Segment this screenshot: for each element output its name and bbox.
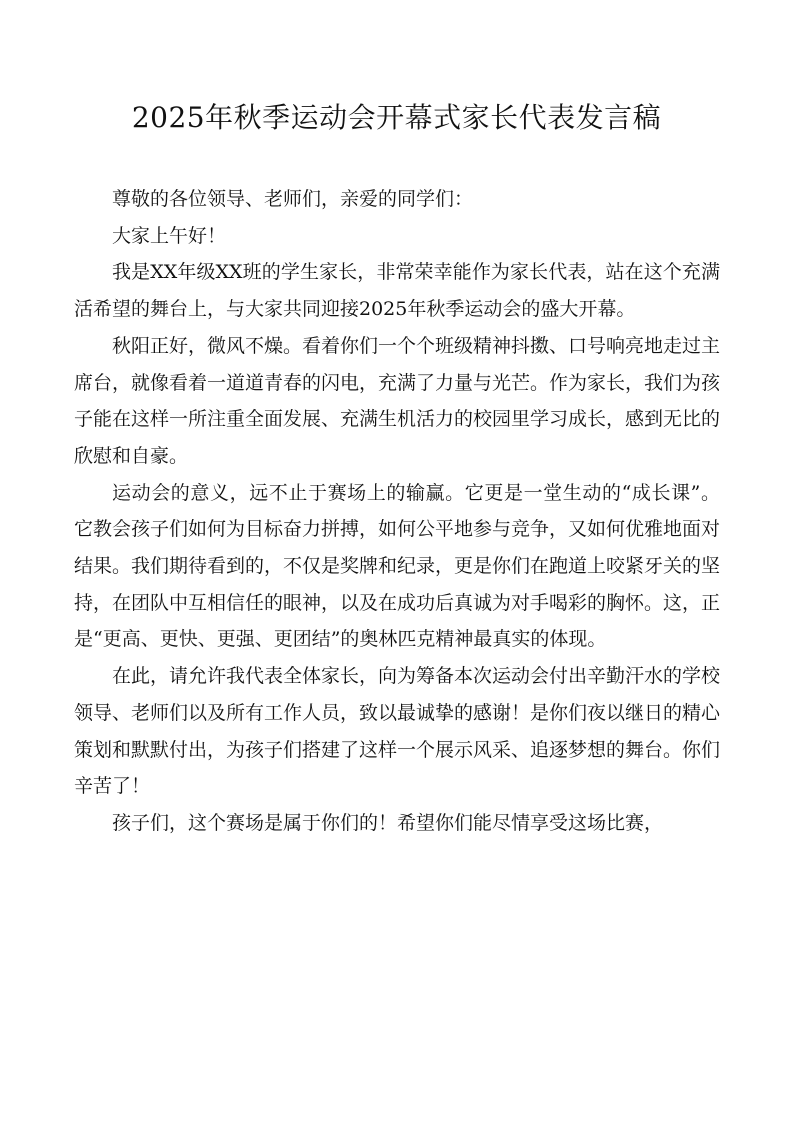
document-title: 2025年秋季运动会开幕式家长代表发言稿 bbox=[131, 101, 662, 134]
gratitude-paragraph: 在此，请允许我代表全体家长，向为筹备本次运动会付出辛勤汗水的学校领导、老师们以及所有工作人员，致以最诚挚的感谢！是你们夜以继日的精心策划和默默付出，为孩子们搭建了这样一个展示风采、追逐梦想的舞台。你们辛苦了！ bbox=[74, 665, 721, 798]
opening-scene-paragraph: 秋阳正好，微风不燥。看着你们一个个班级精神抖擞、口号响亮地走过主席台，就像看着一道道青春的闪电，充满了力量与光芒。作为家长，我们为孩子能在这样一所注重全面发展、充满生机活力的校园里学习成长，感到无比的欣慰和自豪。 bbox=[74, 334, 721, 467]
document-body bbox=[74, 181, 720, 842]
salutation-paragraph: 尊敬的各位领导、老师们，亲爱的同学们： bbox=[112, 188, 474, 210]
greeting-paragraph: 大家上午好！ bbox=[112, 224, 227, 247]
introduction-paragraph: 我是XX年级XX班的学生家长，非常荣幸能作为家长代表，站在这个充满活希望的舞台上，与大家共同迎接2025年秋季运动会的盛大开幕。 bbox=[74, 261, 720, 321]
encouragement-paragraph: 孩子们，这个赛场是属于你们的！希望你们能尽情享受这场比赛， bbox=[112, 811, 664, 834]
meaning-paragraph: 运动会的意义，远不止于赛场上的输赢。它更是一堂生动的“成长课”。它教会孩子们如何为目标奋力拼搏，如何公平地参与竞争，又如何优雅地面对结果。我们期待看到的，不仅是奖牌和纪录，更是你们在跑道上咬紧牙关的坚持，在团队中互相信任的眼神，以及在成功后真诚为对手喝彩的胸怀。这，正是“更高、更快、更强、更团结”的奥林匹克精神最真实的体现。 bbox=[74, 481, 721, 651]
